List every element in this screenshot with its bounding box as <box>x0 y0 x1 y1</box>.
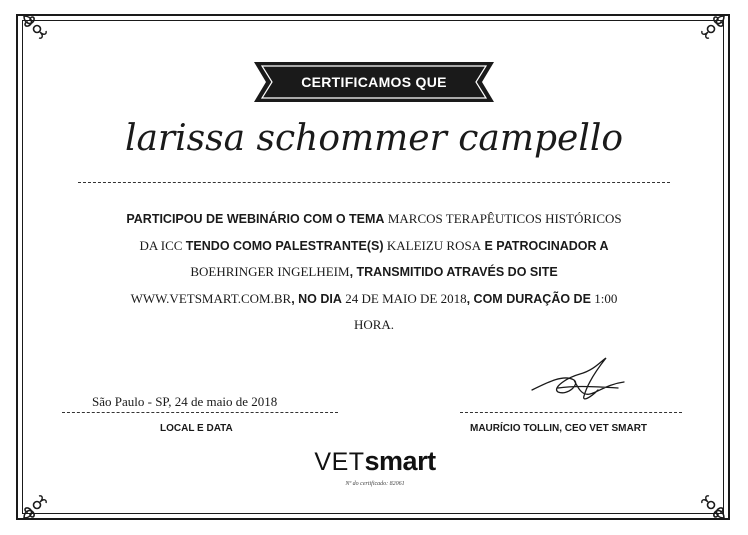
site-url: WWW.VETSMART.COM.BR <box>130 290 292 306</box>
statement-text: E PATROCINADOR A <box>484 238 609 253</box>
statement-text: TENDO COMO PALESTRANTE(S) <box>185 238 384 253</box>
header-title: CERTIFICAMOS QUE <box>301 74 447 90</box>
logo-smart: smart <box>364 446 436 476</box>
statement-text: , NO DIA <box>291 291 342 306</box>
place-divider <box>62 412 338 413</box>
corner-ornament-icon <box>698 12 728 42</box>
statement-end: . <box>390 317 395 332</box>
webinar-date: 24 DE MAIO DE 2018 <box>345 290 467 306</box>
statement-text: PARTICIPOU DE WEBINÁRIO COM O TEMA <box>126 212 385 226</box>
corner-ornament-icon <box>20 12 50 42</box>
webinar-theme-cont: DA ICC <box>139 237 183 253</box>
webinar-duration-unit: HORA <box>353 317 391 332</box>
webinar-duration: 1:00 <box>594 290 618 306</box>
name-divider <box>78 182 670 183</box>
statement-text: , COM DURAÇÃO DE <box>466 291 591 306</box>
recipient-name: larissa schommer campello <box>124 118 624 159</box>
signature-icon <box>528 352 628 412</box>
webinar-theme: MARCOS TERAPÊUTICOS HISTÓRICOS <box>387 211 622 226</box>
certificate-number: Nº do certificado: 82061 <box>345 481 405 487</box>
certificate-statement <box>84 206 664 339</box>
statement-text: , TRANSMITIDO ATRAVÉS DO SITE <box>349 265 558 279</box>
place-date-label: LOCAL E DATA <box>160 423 233 434</box>
speaker-name: KALEIZU ROSA <box>386 237 482 253</box>
place-and-date: São Paulo - SP, 24 de maio de 2018 <box>92 394 278 409</box>
signer-label: MAURÍCIO TOLLIN, CEO VET SMART <box>470 423 648 434</box>
sponsor-name: BOEHRINGER INGELHEIM <box>190 264 350 279</box>
logo-vet: VET <box>314 448 365 476</box>
corner-ornament-icon <box>20 492 50 522</box>
signature-divider <box>460 412 682 413</box>
corner-ornament-icon <box>698 492 728 522</box>
vetsmart-logo <box>300 446 450 477</box>
